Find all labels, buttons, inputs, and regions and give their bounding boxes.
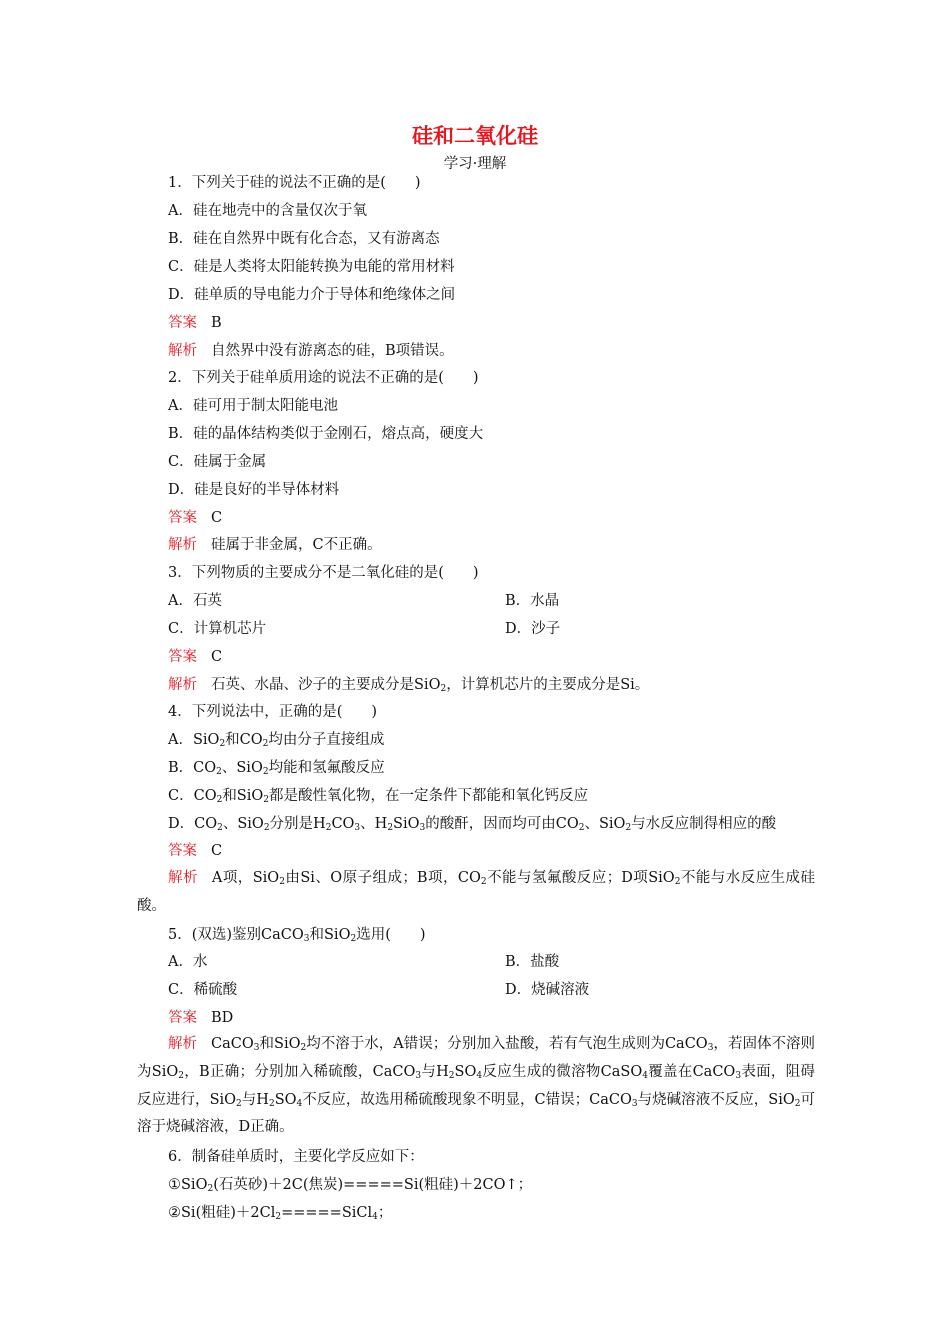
q2-option-b: B．硅的晶体结构类似于金刚石，熔点高，硬度大: [168, 426, 484, 442]
q2-stem: 2．下列关于硅单质用途的说法不正确的是( ): [168, 370, 479, 386]
q5-answer: 答案 BD: [168, 1010, 234, 1026]
q2-option-d: D．硅是良好的半导体材料: [168, 482, 340, 498]
answer-label: 答案: [168, 510, 197, 526]
q4-option-c: C．$CO_2$和SiO$_2$都是酸性氧化物，在一定条件下都能和氧化钙反应: [168, 788, 589, 805]
q3-answer: 答案 C: [168, 649, 223, 665]
q1-analysis: 解析 自然界中没有游离态的硅，B项错误。: [168, 343, 454, 359]
analysis-label: 解析: [168, 677, 197, 693]
page-subtitle: 学习·理解: [443, 156, 507, 172]
analysis-label: 解析: [168, 1036, 198, 1052]
q4-option-b: B．$CO_2$、SiO$_2$均能和氢氟酸反应: [168, 760, 385, 777]
q1-option-b: B．硅在自然界中既有化合态，又有游离态: [168, 231, 440, 247]
answer-label: 答案: [168, 315, 197, 331]
q1-answer: 答案 B: [168, 315, 222, 331]
q3-option-c: C．计算机芯片: [168, 621, 267, 637]
q6-reaction-1: ①SiO$_2$(石英砂)＋2C(焦炭)=====Si(粗硅)＋2CO↑；: [168, 1177, 533, 1194]
q6-stem: 6．制备硅单质时，主要化学反应如下：: [168, 1149, 424, 1165]
q2-analysis: 解析 硅属于非金属，C不正确。: [168, 537, 382, 553]
q2-option-c: C．硅属于金属: [168, 454, 267, 470]
q3-stem: 3．下列物质的主要成分不是二氧化硅的是( ): [168, 565, 479, 581]
answer-label: 答案: [168, 1010, 197, 1026]
q5-analysis: 解析 CaCO$_3$和SiO$_2$均不溶于水，A错误；分别加入盐酸，若有气泡生成则为CaCO$_3$，若固体不溶则为SiO$_2$，B正确；分别加入稀硫酸，CaCO$_3$与$H_2SO_4$反应生成的微溶物CaSO$_4$覆盖在CaCO$_3$表面，阻碍反应进行，SiO$_2$与$H_2SO_4$不反应，故选用稀硫酸现象不明显，C错误；CaCO$_3$与烧碱溶液不反应，SiO$_2$可溶于烧碱溶液，D正确。: [137, 1036, 815, 1136]
q1-option-d: D．硅单质的导电能力介于导体和绝缘体之间: [168, 287, 456, 303]
analysis-label: 解析: [168, 343, 197, 359]
q4-analysis: 解析 A项，SiO$_2$由Si、O原子组成；B项，$CO_2$不能与氢氟酸反应；D项SiO$_2$不能与水反应生成硅酸。: [137, 870, 815, 914]
q1-stem: 1．下列关于硅的说法不正确的是( ): [168, 175, 421, 191]
q5-stem: 5．(双选)鉴别CaCO$_3$和SiO$_2$选用( ): [168, 927, 426, 944]
analysis-label: 解析: [168, 870, 198, 886]
q3-option-d: D．沙子: [505, 621, 561, 637]
q5-option-d: D．烧碱溶液: [505, 982, 590, 998]
q1-option-c: C．硅是人类将太阳能转换为电能的常用材料: [168, 259, 455, 275]
q4-option-d: D．$CO_2$、SiO$_2$分别是$H_2CO_3$、$H_2SiO_3$的酸酐，因而均可由$CO_2$、SiO$_2$与水反应制得相应的酸: [168, 816, 777, 833]
q6-reaction-2: ②Si(粗硅)$+2Cl_2=====SiCl_4$；: [168, 1205, 393, 1222]
q5-option-c: C．稀硫酸: [168, 982, 238, 998]
q4-option-a: A．SiO$_2$和$CO_2$均由分子直接组成: [168, 732, 385, 749]
analysis-label: 解析: [168, 537, 197, 553]
q2-option-a: A．硅可用于制太阳能电池: [168, 398, 338, 414]
q3-option-b: B．水晶: [505, 593, 560, 609]
answer-label: 答案: [168, 843, 197, 859]
q5-option-a: A．水: [168, 954, 208, 970]
q5-option-b: B．盐酸: [505, 954, 560, 970]
q3-analysis: 解析 石英、水晶、沙子的主要成分是SiO$_2$，计算机芯片的主要成分是Si。: [168, 677, 650, 694]
q4-stem: 4．下列说法中，正确的是( ): [168, 704, 378, 720]
page-title: 硅和二氧化硅: [412, 124, 538, 148]
answer-label: 答案: [168, 649, 197, 665]
q2-answer: 答案 C: [168, 510, 223, 526]
q1-option-a: A．硅在地壳中的含量仅次于氧: [168, 203, 367, 219]
q3-option-a: A．石英: [168, 593, 222, 609]
q4-answer: 答案 C: [168, 843, 223, 859]
